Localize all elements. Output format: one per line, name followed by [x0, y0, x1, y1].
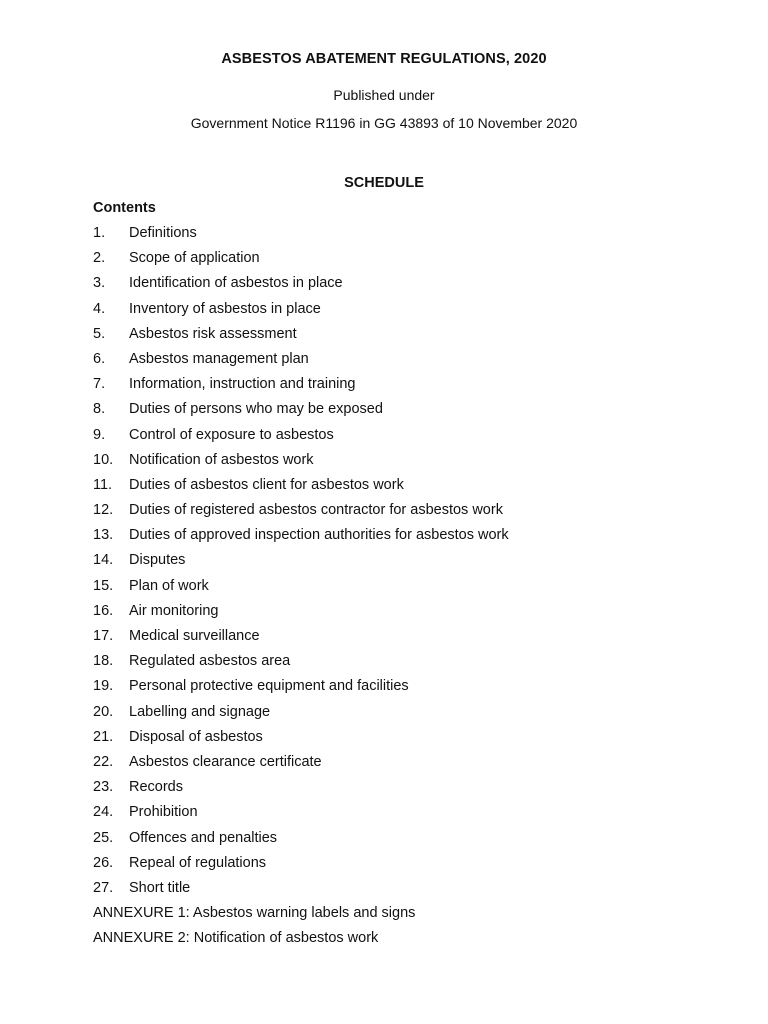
- contents-item-title: Inventory of asbestos in place: [129, 300, 321, 317]
- contents-item: [93, 678, 509, 703]
- contents-item-number: 18.: [93, 653, 114, 670]
- contents-item: [93, 628, 509, 653]
- contents-item-number: 17.: [93, 628, 114, 644]
- contents-item: [93, 804, 509, 829]
- contents-item: [93, 603, 509, 628]
- contents-item: [93, 326, 509, 351]
- contents-item-title: Repeal of regulations: [129, 854, 267, 871]
- contents-item-title: Definitions: [129, 225, 197, 241]
- government-notice-text: Government Notice R1196 in GG 43893 of 10 November 2020: [190, 115, 578, 131]
- contents-item-title: Short title: [129, 879, 191, 896]
- contents-item-title: Plan of work: [129, 577, 209, 594]
- contents-item-title: Information, instruction and training: [129, 376, 356, 393]
- contents-item: [93, 754, 509, 779]
- contents-item-number: 6.: [93, 350, 106, 367]
- contents-item-number: 25.: [93, 829, 114, 846]
- contents-item-title: Labelling and signage: [129, 703, 271, 720]
- contents-item-number: 2.: [93, 250, 106, 267]
- contents-item-number: 12.: [93, 502, 114, 519]
- contents-item-number: 13.: [93, 527, 114, 544]
- contents-item-title: Notification of asbestos work: [129, 451, 314, 468]
- contents-item-number: 26.: [93, 854, 114, 871]
- contents-item-title: Personal protective equipment and facilities: [129, 678, 409, 695]
- contents-item-title: Prohibition: [129, 804, 198, 821]
- contents-item-number: 10.: [93, 451, 114, 468]
- contents-item-title: Duties of approved inspection authorities for asbestos work: [129, 527, 509, 544]
- contents-item-title: Records: [129, 779, 183, 796]
- contents-item-title: Duties of persons who may be exposed: [129, 401, 383, 418]
- table-of-contents: [93, 225, 509, 955]
- contents-item-number: 24.: [93, 804, 114, 821]
- contents-item-title: Regulated asbestos area: [129, 653, 291, 670]
- contents-item: [93, 427, 509, 452]
- contents-item: [93, 250, 509, 275]
- contents-item-number: 3.: [93, 275, 106, 292]
- contents-item-title: Offences and penalties: [129, 829, 278, 846]
- contents-item: [93, 477, 509, 502]
- contents-item-title: Asbestos risk assessment: [129, 325, 297, 342]
- contents-item-number: 27.: [93, 879, 114, 896]
- contents-item-number: 15.: [93, 577, 114, 594]
- contents-item: [93, 653, 509, 678]
- contents-item-title: Asbestos management plan: [129, 350, 309, 367]
- contents-item: [93, 527, 509, 552]
- contents-item-number: 1.: [93, 225, 106, 241]
- contents-item-number: 16.: [93, 602, 114, 619]
- contents-item: [93, 855, 509, 880]
- contents-item-number: 9.: [93, 426, 106, 443]
- contents-item: [93, 704, 509, 729]
- contents-item-number: 20.: [93, 703, 114, 720]
- contents-item-number: 22.: [93, 753, 114, 770]
- contents-item-title: Disposal of asbestos: [129, 728, 263, 745]
- contents-item: [93, 578, 509, 603]
- contents-item: [93, 729, 509, 754]
- contents-item: [93, 376, 509, 401]
- annexure-item: ANNEXURE 1: Asbestos warning labels and signs: [93, 905, 416, 922]
- contents-item: [93, 301, 509, 326]
- contents-item-title: Scope of application: [129, 250, 260, 267]
- contents-item-number: 23.: [93, 779, 114, 796]
- contents-item: [93, 351, 509, 376]
- contents-item-title: Identification of asbestos in place: [129, 275, 343, 292]
- contents-item: [93, 275, 509, 300]
- contents-item: [93, 779, 509, 804]
- contents-item-number: 7.: [93, 376, 106, 393]
- contents-item-number: 11.: [93, 476, 113, 493]
- contents-item-title: Disputes: [129, 552, 186, 569]
- contents-item: [93, 401, 509, 426]
- contents-item-title: Duties of registered asbestos contractor for asbestos work: [129, 502, 503, 519]
- contents-item-number: 8.: [93, 401, 106, 418]
- contents-item-number: 5.: [93, 325, 106, 342]
- contents-item-title: Asbestos clearance certificate: [129, 753, 322, 770]
- contents-item: [93, 452, 509, 477]
- contents-item-title: Duties of asbestos client for asbestos work: [129, 476, 404, 493]
- contents-item: [93, 830, 509, 855]
- published-under-text: Published under: [333, 87, 435, 103]
- contents-item: [93, 552, 509, 577]
- schedule-heading: SCHEDULE: [344, 175, 424, 191]
- contents-item-title: Air monitoring: [129, 602, 219, 619]
- contents-item: [93, 880, 509, 905]
- contents-item-number: 4.: [93, 300, 106, 317]
- contents-item-number: 19.: [93, 678, 114, 695]
- contents-item: [93, 225, 509, 250]
- contents-item-number: 21.: [93, 728, 114, 745]
- contents-item: [93, 502, 509, 527]
- document-title: ASBESTOS ABATEMENT REGULATIONS, 2020: [221, 51, 547, 67]
- contents-item-title: Control of exposure to asbestos: [129, 426, 334, 443]
- contents-item-number: 14.: [93, 552, 114, 569]
- contents-heading: Contents: [93, 200, 156, 216]
- contents-item-title: Medical surveillance: [129, 628, 260, 644]
- annexure-item: ANNEXURE 2: Notification of asbestos work: [93, 930, 379, 947]
